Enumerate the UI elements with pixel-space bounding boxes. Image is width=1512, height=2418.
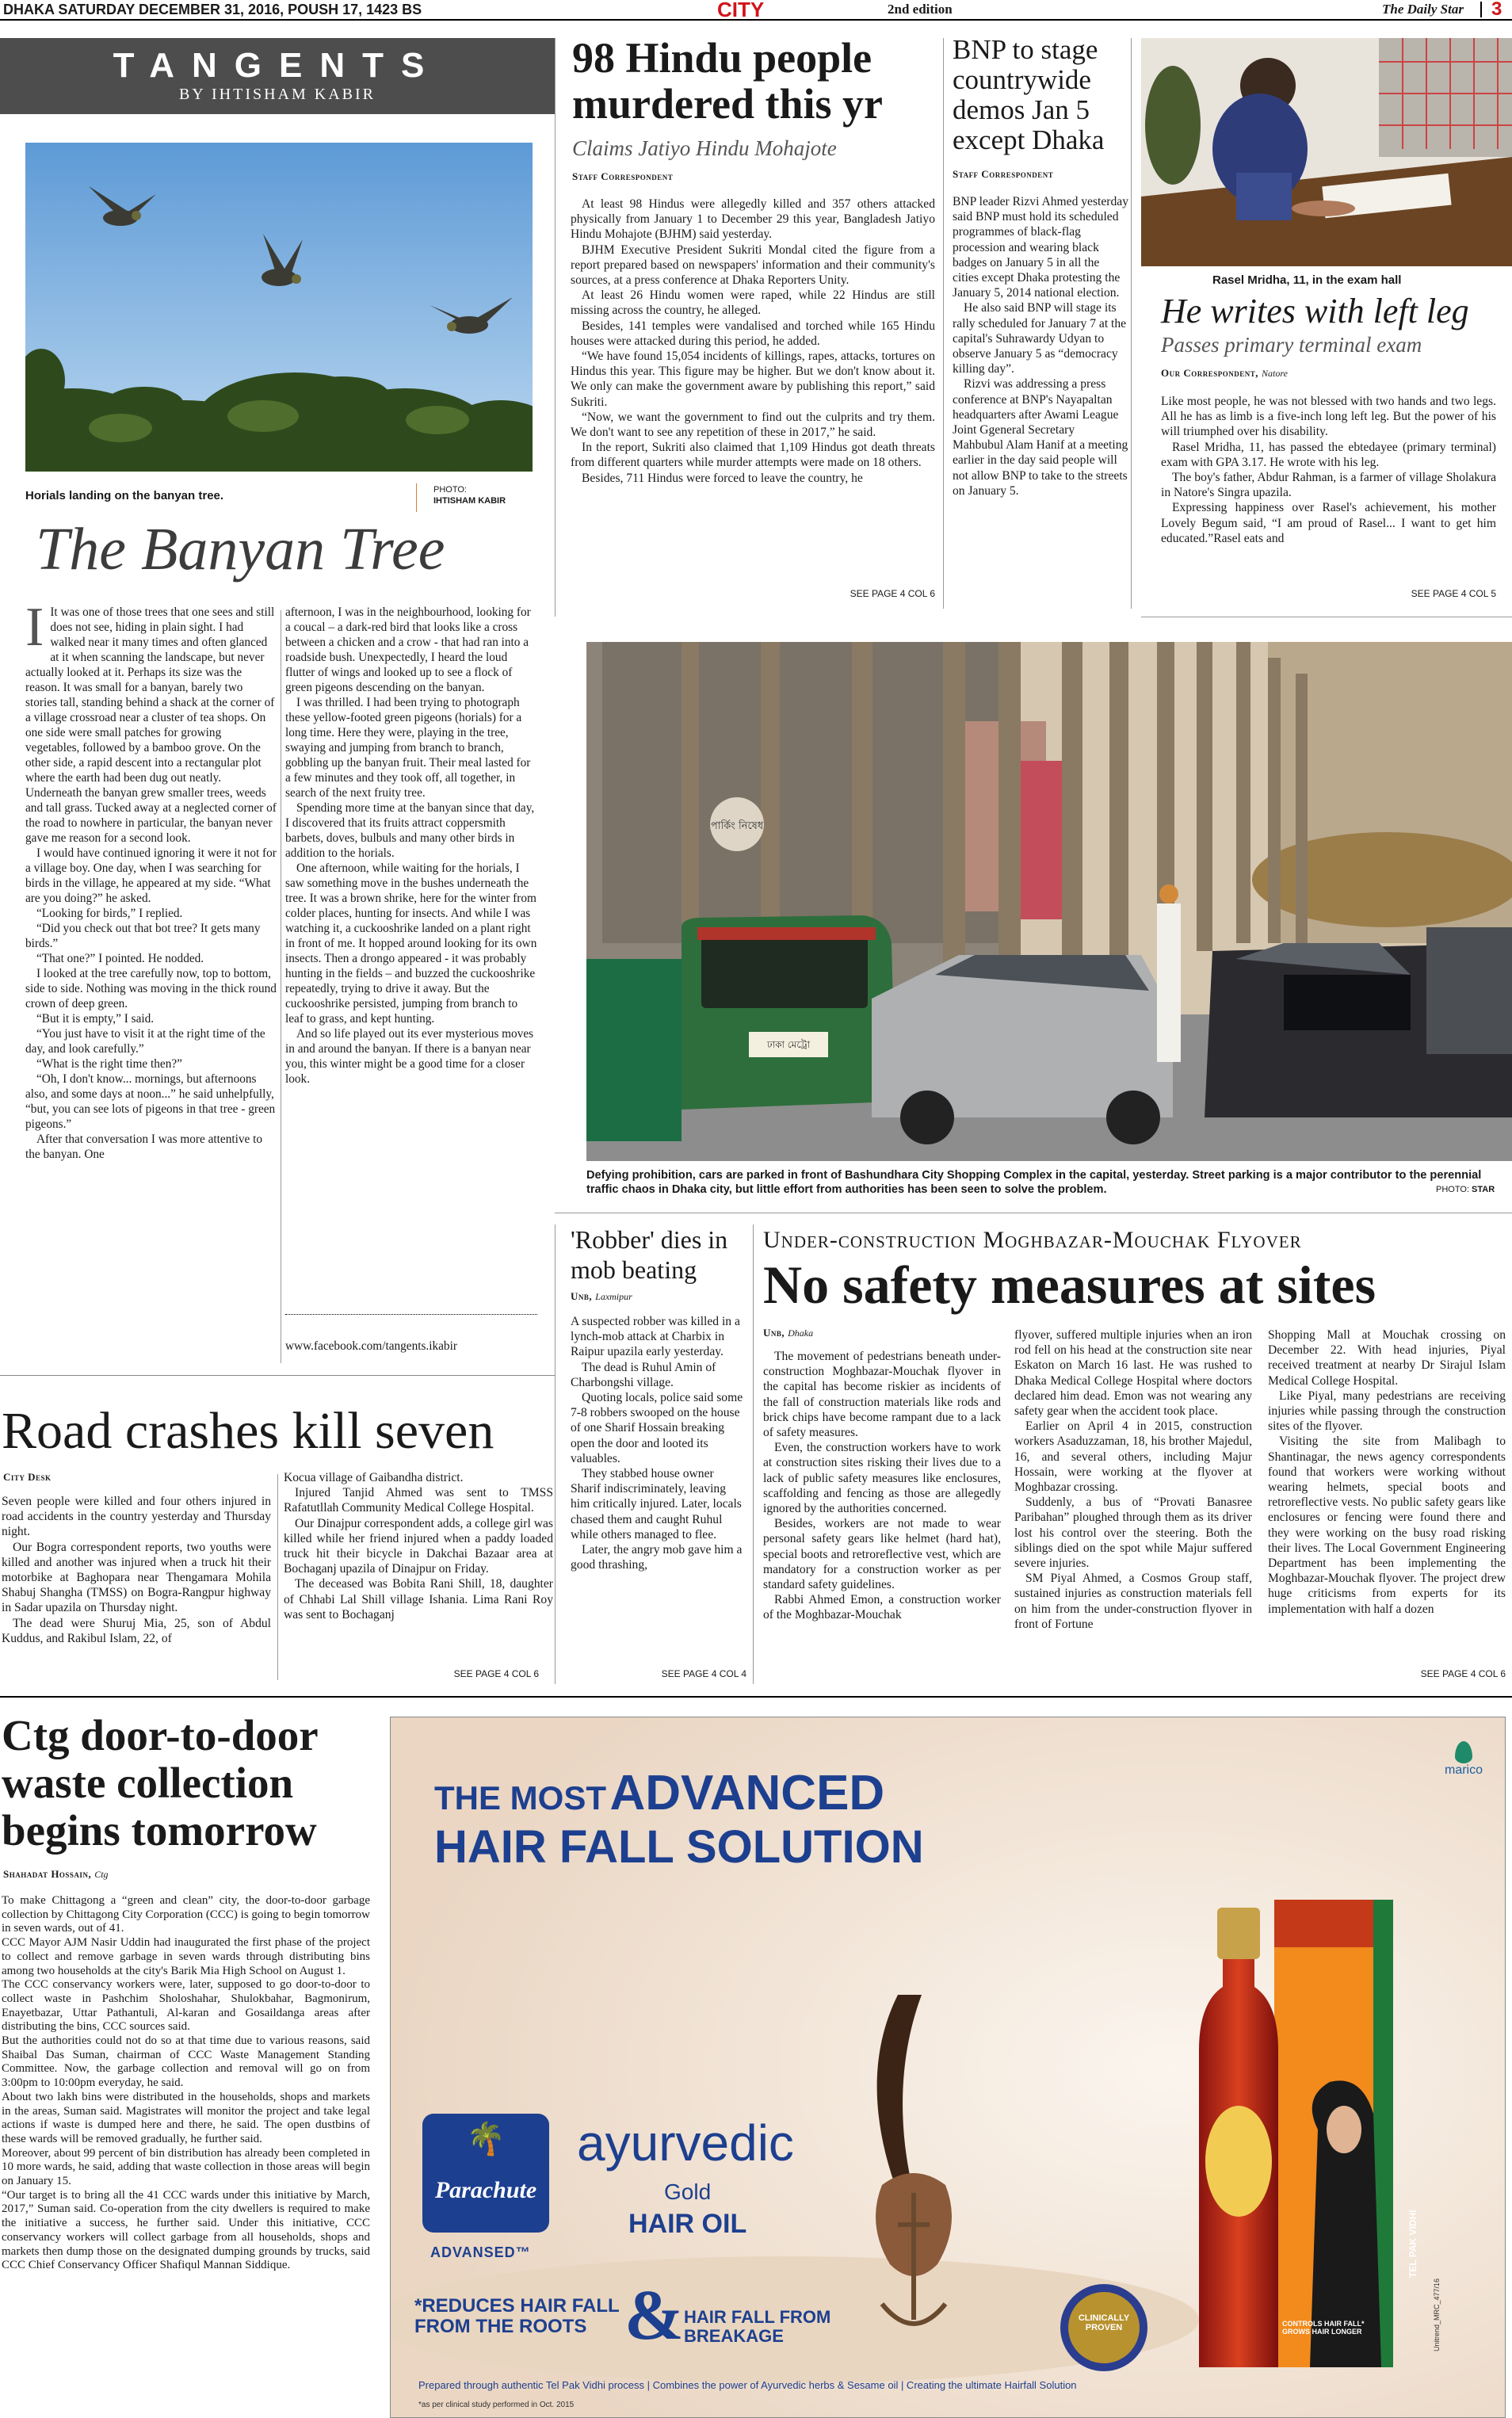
bnp-body xyxy=(953,194,1128,606)
ctg-para: CCC Mayor AJM Nasir Uddin had inaugurated the first phase of the project to collect and remove garbage in seven wards through distributing bins among two households at the city's Barik Mia High School on August 1. xyxy=(2,1936,370,1977)
rasel-para: The boy's father, Abdur Rahman, is a farmer of village Sholakura in Natore's Singra upazila. xyxy=(1161,471,1496,500)
tangents-footer-link[interactable]: www.facebook.com/tangents.ikabir xyxy=(285,1339,457,1353)
rasel-para: Like most people, he was not blessed with two hands and two legs. All he has as limb is a five-inch long left leg. But the power of his will triumphed over his disability. xyxy=(1161,395,1496,439)
robber-para: Later, the angry mob gave him a good thrashing, xyxy=(571,1543,743,1572)
rasel-headline: He writes with left leg xyxy=(1161,292,1469,330)
parking-plate: ঢাকা মেট্রো xyxy=(766,1039,811,1050)
banyan-para: “But it is empty,” I said. xyxy=(36,1012,155,1026)
flyover-headline: No safety measures at sites xyxy=(763,1255,1376,1315)
palm-tree-icon: 🌴 xyxy=(466,2121,506,2156)
road-col2 xyxy=(284,1470,553,1668)
road-col1 xyxy=(2,1494,271,1684)
bnp-para: Rizvi was addressing a press conference at BNP's Nayapaltan headquarters after Awami League Joint Ggeneral Secretary Mahbubul Alam Hanif at a meeting earlier in the day said people will not allow BNP to take to the streets on January 5. xyxy=(953,377,1128,498)
ctg-para: “Our target is to bring all the 41 CCC wards under this initiative by March, 2017,” Suman said. Co-operation from the city dwellers is required to make the initiative a success, he further said. Under this initiative, CCC conservancy workers will collect garbage from all households, shops and markets then dump those on the designated dumping grounds by trucks, said CCC Chief Conservancy Officer Shafiqul Mannan Siddique. xyxy=(2,2188,370,2272)
flyover-para: Shopping Mall at Mouchak crossing on December 22. With head injuries, Piyal received treatment at nearby Dr Sirajul Islam Medical College Hospital. xyxy=(1268,1328,1506,1388)
tangents-byline: BY IHTISHAM KABIR xyxy=(178,86,376,103)
banyan-para: “Looking for birds,” I replied. xyxy=(36,907,183,920)
ctg-para: But the authorities could not do so at that time due to various reasons, said Shaibal Das Suman, chairman of CCC Waste Management Standing Committee. Now, the garbage collection and removal will go on from 3:00pm to 10:00pm everyday, he said. xyxy=(2,2034,370,2090)
banyan-photo xyxy=(25,143,533,472)
road-para: Injured Tanjid Ahmed was sent to TMSS Rafatutllah Community Medical College Hospital. xyxy=(284,1486,553,1515)
banyan-credit-name: IHTISHAM KABIR xyxy=(433,496,506,506)
flyover-para: Earlier on April 4 in 2015, construction workers Asaduzzaman, 18, his brother Majedul, 16, and several others, including Majur Hossain, were working at the flyover at Moghbazar crossing. xyxy=(1014,1419,1252,1495)
rasel-para: Rasel Mridha, 11, has passed the ebtedayee (primary terminal) exam with GPA 3.17. He wrote with his leg. xyxy=(1161,440,1496,469)
paper-name: The Daily Star xyxy=(1382,2,1464,17)
flyover-para: The movement of pedestrians beneath under-construction Moghbazar-Mouchak flyover in the capital has become riskier as incidents of the fall of construction materials like rods and brick chips have become rampant due to a lack of safety measures. xyxy=(763,1350,1001,1440)
section-rule xyxy=(0,1696,1512,1698)
hindu-para: At least 98 Hindus were allegedly killed and 357 others attacked physically from January 1 to December 29 this year, Bangladesh Jatiyo Hindu Mohajote (BJHM) said yesterday. xyxy=(571,197,935,242)
banyan-para: “Oh, I don't know... mornings, but afternoons also, and some days at noon...” he said unhelpfully, “but, you can see lots of pigeons in that tree - green pigeons.” xyxy=(25,1072,276,1131)
parking-credit-label: PHOTO: xyxy=(1436,1185,1469,1194)
tangents-title: TANGENTS xyxy=(113,46,442,85)
flyover-para: Besides, workers are not made to wear personal safety gears like helmet (hard hat), special boots and retroreflective vest, which are mandatory for a construction worker as per standard safety guidelines. xyxy=(763,1517,1001,1592)
bnp-para: BNP leader Rizvi Ahmed yesterday said BNP must hold its scheduled programmes of black-flag procession and wearing black badges on January 5 in all the cities except Dhaka protesting the January 5, 2014 national election. xyxy=(953,195,1128,300)
ad-marico: marico xyxy=(1445,1763,1483,1777)
ad-benefit1: *REDUCES HAIR FALL FROM THE ROOTS xyxy=(414,2295,620,2337)
flyover-col2 xyxy=(1014,1327,1252,1676)
ctg-place: Ctg xyxy=(94,1869,109,1880)
flyover-para: Like Piyal, many pedestrians are receiving injuries while passing through the construction sites of the flyover. xyxy=(1268,1389,1506,1434)
bnp-headline: BNP to stage countrywide demos Jan 5 except Dhaka xyxy=(953,34,1105,155)
bnp-byline: Staff Correspondent xyxy=(953,168,1054,180)
banyan-para: “You just have to visit it at the right time of the day, and look carefully.” xyxy=(25,1027,265,1056)
rasel-photo xyxy=(1141,38,1512,266)
rasel-para: Expressing happiness over Rasel's achievement, his mother Lovely Begum said, “I am proud of Rasel... I want to get him educated.”Rasel eats and xyxy=(1161,501,1496,545)
banyan-para: I looked at the tree carefully now, top to bottom, side to side. Nothing was moving in the thick round crown of deep green. xyxy=(25,967,277,1010)
flyover-col3 xyxy=(1268,1327,1506,1660)
hindu-subhead: Claims Jatiyo Hindu Mohajote xyxy=(572,136,837,160)
hindu-para: “We have found 15,054 incidents of killings, rapes, attacks, tortures on Hindus this year. This figure may be higher. But we don't know about it. We only can make the government aware by publishing this report,” said Sukriti. xyxy=(571,350,935,409)
flame-icon xyxy=(1455,1741,1472,1763)
hindu-para: Besides, 711 Hindus were forced to leave the country, he xyxy=(582,471,863,485)
robber-headline: 'Robber' dies in mob beating xyxy=(571,1225,728,1284)
flyover-place: Dhaka xyxy=(788,1327,814,1339)
ad-line2: HAIR FALL SOLUTION xyxy=(434,1821,924,1873)
dropcap: I xyxy=(25,605,44,658)
dateline: DHAKA SATURDAY DECEMBER 31, 2016, POUSH 17, 1423 BS xyxy=(3,2,422,17)
flyover-para: Rabbi Ahmed Emon, a construction worker of the Moghbazar-Mouchak xyxy=(763,1593,1001,1622)
flyover-para: Visiting the site from Malibagh to Shantinagar, the news agency correspondents found that workers were working without wearing helmets, special boots and retroreflective vests. No public safety gears like enclosures or fencing were found there and they were working on the busy road risking their lives. The Local Government Engineering Department has been implementing the Moghbazar-Mouchak flyover. The project drew huge criticisms from experts for its implementation with half a dozen xyxy=(1268,1434,1506,1616)
road-para: Seven people were killed and four others injured in road accidents in the country yesterday and Thursday night. xyxy=(2,1495,271,1539)
flyover-para: flyover, suffered multiple injuries when an iron rod fell on his head at the construction site near Eskaton on March 16 last. He was rushed to Dhaka Medical College Hospital where doctors declared him dead. Emon was not wearing any safety gear when the accident took place. xyxy=(1014,1328,1252,1419)
page-number: 3 xyxy=(1491,0,1502,19)
ctg-para: The CCC conservancy workers were, later, supposed to go door-to-door to collect waste in Pashchim Sholoshahar, Shulokbahar, Bagmonirum, Enayetbazar, Uttar Pathantuli, Al-karan and Gosaildanga areas after distributing the bins, CCC sources said. xyxy=(2,1978,370,2034)
robber-body xyxy=(571,1314,746,1663)
parking-credit-name: STAR xyxy=(1472,1185,1495,1194)
ad-agency-code: Unitrend_MRC_477/16 xyxy=(1433,2278,1441,2351)
robber-jump[interactable]: SEE PAGE 4 COL 4 xyxy=(661,1668,746,1679)
robber-para: They stabbed house owner Sharif indiscriminately, leaving him critically injured. Later, locals chased them and caught Ruhul while others managed to flee. xyxy=(571,1467,742,1541)
banyan-para: Spending more time at the banyan since that day, I discovered that its fruits attract coppersmith barbets, doves, bulbuls and many other birds in addition to the horials. xyxy=(285,801,535,860)
ad-line1b: ADVANCED xyxy=(609,1766,885,1820)
banyan-col1 xyxy=(25,605,277,1366)
marico-logo xyxy=(1445,1741,1483,1778)
parking-caption: Defying prohibition, cars are parked in front of Bashundhara City Shopping Complex in the capital, yesterday. Street parking is a major contributor to the perennial traffic chaos in Dhaka city, but little effort from authorities has been seen to solve the problem. xyxy=(586,1169,1482,1196)
flyover-col1 xyxy=(763,1349,1001,1674)
banyan-para: One afternoon, while waiting for the horials, I saw something move in the bushes underneath the tree. It was a brown shrike, here for the winter from colder places, hunting for insects. And while I was watching it, a cuckooshrike landed on a plant right in front of me. It hopped around looking for its own insects. Then a drongo appeared - it was probably hunting in the fields – and buzzed the cuckooshrike repeatedly, trying to drive it away. But the cuckooshrike persisted, jumping from branch to leaf to grass, and kept hunting. xyxy=(285,861,537,1026)
ad-seal: CLINICALLY PROVEN xyxy=(1078,2313,1130,2332)
banyan-para: “That one?” I pointed. He nodded. xyxy=(36,952,204,965)
masthead-rule xyxy=(0,19,1512,21)
hindu-headline: 98 Hindu people murdered this yr xyxy=(572,34,883,128)
ad-ayurvedic: ayurvedic xyxy=(577,2114,794,2172)
hindu-para: In the report, Sukriti also claimed that 1,109 Hindus got death threats from different quarters while murder attempts were made on 18 others. xyxy=(571,441,935,470)
flyover-jump[interactable]: SEE PAGE 4 COL 6 xyxy=(1420,1668,1506,1679)
rasel-body xyxy=(1161,394,1496,592)
rasel-place: Natore xyxy=(1262,368,1288,379)
banyan-para: After that conversation I was more attentive to the banyan. One xyxy=(25,1133,263,1161)
hindu-para: BJHM Executive President Sukriti Mondal cited the figure from a report prepared based on newspapers' information and their community's sources, at a press conference at Dhaka Reporters Unity. xyxy=(571,243,935,288)
robber-byline: Unb, xyxy=(571,1290,593,1302)
ad-amp: & xyxy=(624,2276,684,2355)
ad-brand: Parachute xyxy=(434,2177,537,2203)
road-para: Our Bogra correspondent reports, two youths were killed and another was injured when a truck hit their motorbike at Baghopara near Thengamara Mohila Shabuj Shangha (TMSS) on Bogra-Rangpur highway in Sadar upazila on Thursday night. xyxy=(2,1540,271,1615)
hindu-para: “Now, we want the government to find out the culprits and try them. We don't want to see any repetition of these in 2017,” he said. xyxy=(571,410,935,440)
robber-para: A suspected robber was killed in a lynch-mob attack at Charbix in Raipur upazila early yesterday. xyxy=(571,1315,740,1359)
parachute-ad[interactable] xyxy=(390,1717,1506,2418)
hindu-jump[interactable]: SEE PAGE 4 COL 6 xyxy=(850,588,935,599)
ad-line1a: THE MOST xyxy=(434,1779,606,1816)
banyan-col2 xyxy=(285,605,537,1318)
ad-box-band: TEL PAK VIDHI xyxy=(1407,2210,1418,2278)
banyan-para: “What is the right time then?” xyxy=(36,1057,182,1071)
road-para: The dead were Shuruj Mia, 25, son of Abdul Kuddus, and Rakibul Islam, 22, of xyxy=(2,1616,271,1645)
ctg-headline: Ctg door-to-door waste collection begins tomorrow xyxy=(2,1711,318,1855)
banyan-para: It was one of those trees that one sees and still does not see, hiding in plain sight. I had walked near it many times and often glanced at it when scanning the landscape, but never actually looked at it. Perhaps its size was the reason. It was small for a banyan, barely two stories tall, standing behind a shack at the corner of a village crossroad near a cluster of tea shops. On one side were small patches for growing vegetables, followed by a bamboo grove. On the other side, a rapid descent into a rectangular plot where the earth had been dug out neatly. Underneath the banyan grew smaller trees, weeds and tall grass. Tucked away at a neglected corner of the road to nowhere in particular, the banyan never gave me reason for a second look. xyxy=(25,605,277,845)
flyover-para: Even, the construction workers have to work at construction sites risking their lives due to a lack of public safety measures like enclosures, scaffolding and fencing as those are allegedly ignored by the authorities concerned. xyxy=(763,1441,1001,1516)
flyover-byline: Unb, xyxy=(763,1327,785,1339)
road-jump[interactable]: SEE PAGE 4 COL 6 xyxy=(453,1668,539,1679)
bnp-para: He also said BNP will stage its rally scheduled for January 7 at the capital's Suhrawardy Udyan to observe January 5 as “democracy killing day”. xyxy=(953,301,1127,376)
hindu-body xyxy=(571,197,935,594)
ad-advansed: ADVANSED™ xyxy=(430,2244,531,2260)
ad-footnote: *as per clinical study performed in Oct. 2015 xyxy=(418,2401,575,2409)
banyan-para: I was thrilled. I had been trying to photograph these yellow-footed green pigeons (horials) for a long time. Here they were, playing in the tree, swaying and jumping from branch to branch, gobbling up the banyan fruit. Their meal lasted for a few minutes and they took off, all together, in search of the next fruity tree. xyxy=(285,696,531,800)
road-headline: Road crashes kill seven xyxy=(2,1402,494,1460)
masthead xyxy=(0,0,1512,19)
banyan-headline: The Banyan Tree xyxy=(36,516,445,583)
ctg-para: About two lakh bins were distributed in the households, shops and markets in the areas, Suman said. Magistrates will monitor the project and take legal actions if waste is dumped here and there, he said. The open dustbins of these wards will be removed gradually, he further said. xyxy=(2,2090,370,2145)
hindu-para: Besides, 141 temples were vandalised and torched while 165 Hindu houses were attacked during this period, he added. xyxy=(571,319,935,348)
hindu-byline: Staff Correspondent xyxy=(572,170,674,182)
robber-place: Laxmipur xyxy=(595,1291,632,1302)
road-para: The deceased was Bobita Rani Shill, 18, daughter of Chhabi Lal Shill village Ishania. Lima Rani Roy was sent to Bochaganj xyxy=(284,1577,553,1622)
banyan-caption: Horials landing on the banyan tree. xyxy=(25,489,224,502)
flyover-para: Suddenly, a bus of “Provati Banasree Paribahan” ploughed through them as its driver lost his control over the steering. Both the siblings died on the spot while Majur suffered severe injuries. xyxy=(1014,1495,1252,1571)
parking-sign: পার্কিং নিষেধ xyxy=(710,820,764,832)
ctg-body xyxy=(2,1894,370,2418)
ctg-byline: Shahadat Hossain, xyxy=(3,1868,92,1880)
ctg-para: Moreover, about 99 percent of bin distribution has already been completed in 10 more wards, he said, adding that waste collection in those areas will begin on January 15. xyxy=(2,2146,370,2188)
ad-box-claim: CONTROLS HAIR FALL* GROWS HAIR LONGER xyxy=(1282,2320,1365,2336)
robber-para: The dead is Ruhul Amin of Charbongshi village. xyxy=(571,1360,716,1389)
parking-photo xyxy=(586,642,1512,1161)
rasel-subhead: Passes primary terminal exam xyxy=(1161,333,1422,357)
road-byline: City Desk xyxy=(3,1471,52,1483)
ad-gold: Gold xyxy=(664,2179,712,2204)
rasel-caption: Rasel Mridha, 11, in the exam hall xyxy=(1212,273,1402,287)
ad-parachute-logo xyxy=(422,2114,549,2233)
banyan-para: And so life played out its ever mysterious moves in and around the banyan. If there is a banyan near you, this winter might be a good time for a closer look. xyxy=(285,1027,534,1086)
ad-benefit2: HAIR FALL FROM BREAKAGE xyxy=(684,2307,831,2346)
banyan-para: I would have continued ignoring it were it not for a village boy. One day, when I was searching for birds in the village, he appeared at my side. “What are you doing?” he asked. xyxy=(25,846,277,905)
road-para: Our Dinajpur correspondent adds, a college girl was killed while her friend injured when a paddy loaded truck hit their bicycle in Dakchai Bazaar area at Bochaganj upazila of Dinajpur on Friday. xyxy=(284,1516,553,1576)
tangents-header xyxy=(0,38,555,114)
ad-footer: Prepared through authentic Tel Pak Vidhi process | Combines the power of Ayurvedic herbs & Sesame oil | Creating the ultimate Hairfall Solution xyxy=(418,2379,1077,2391)
flyover-kicker: Under-construction Moghbazar-Mouchak Flyover xyxy=(763,1227,1302,1253)
rasel-byline: Our Correspondent, xyxy=(1161,367,1259,379)
road-para: Kocua village of Gaibandha district. xyxy=(284,1471,464,1484)
ad-hairoil: HAIR OIL xyxy=(628,2209,747,2239)
banyan-credit-label: PHOTO: xyxy=(433,485,467,495)
banyan-para: afternoon, I was in the neighbourhood, looking for a coucal – a dark-red bird that looks like a cross between a chicken and a crow - that had ran into a roadside bush. Unexpectedly, I heard the loud flutter of wings and looked up to see a flock of green pigeons descending on the banyan. xyxy=(285,605,531,694)
robber-para: Quoting locals, police said some 7-8 robbers swooped on the house of one Sharif Hossain breaking open the door and looted its valuables. xyxy=(571,1391,743,1465)
section-label: CITY xyxy=(717,0,765,19)
ctg-para: To make Chittagong a “green and clean” city, the door-to-door garbage collection by Chittagong City Corporation (CCC) is going to begin tomorrow in seven wards, out of 41. xyxy=(2,1894,370,1935)
flyover-para: SM Piyal Ahmed, a Cosmos Group staff, sustained injuries as construction materials fell on him from the under-construction flyover in front of Fortune xyxy=(1014,1572,1252,1631)
edition-label: 2nd edition xyxy=(888,2,953,17)
rasel-jump[interactable]: SEE PAGE 4 COL 5 xyxy=(1411,588,1496,599)
hindu-para: At least 26 Hindu women were raped, while 22 Hindus are still missing across the country, he alleged. xyxy=(571,288,935,318)
banyan-para: “Did you check out that bot tree? It gets many birds.” xyxy=(25,922,261,950)
